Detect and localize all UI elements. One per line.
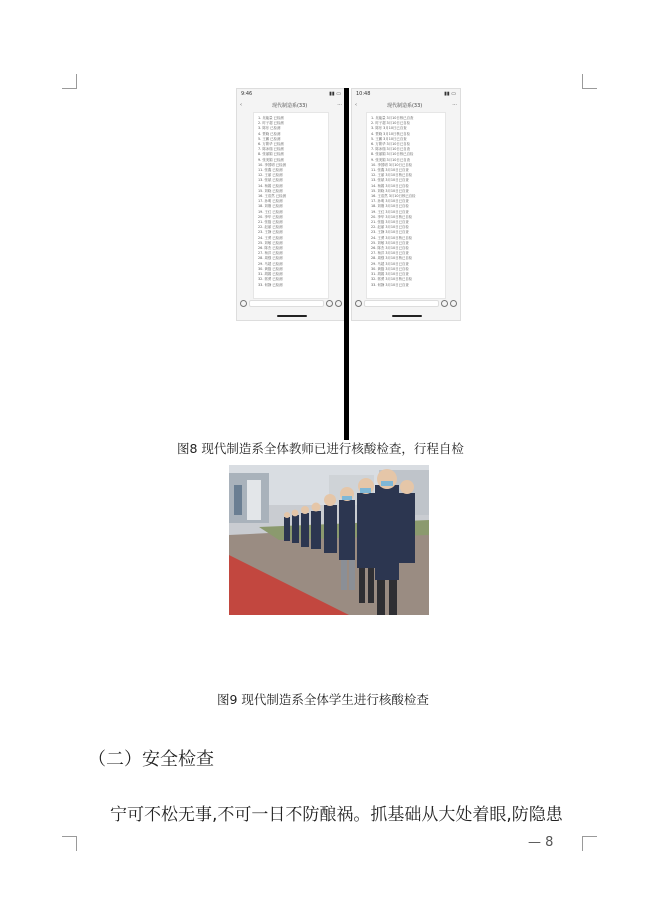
list-item: 16. 王浩然 已检测	[258, 194, 286, 199]
list-item: 25. 刘敏 3月10日已自查	[371, 240, 409, 245]
list-item: 24. 王勇 3月10日核已自检	[371, 235, 413, 240]
emoji-icon	[441, 300, 448, 307]
list-item: 1. 吴能量 已检测	[258, 116, 284, 120]
right-phone-screenshot	[351, 88, 461, 321]
list-item: 18. 刘刚 已检测	[258, 204, 283, 209]
crop-mark-bottom-left	[62, 836, 77, 851]
list-item: 6. 万繁华 已检测	[258, 142, 284, 147]
list-item: 24. 王勇 已检测	[258, 235, 283, 240]
list-item: 2. 时子超 已检测	[258, 121, 284, 126]
list-item: 8. 张丽娟 已检测	[258, 152, 284, 157]
list-item: 22. 赵丽 3月10日已自检	[371, 225, 409, 230]
list-item: 18. 刘刚 3月10日已自检	[371, 204, 409, 209]
status-time: 10:48	[356, 91, 371, 97]
message-bubble	[253, 112, 329, 299]
list-item: 11. 张鑫 已检测	[258, 168, 283, 173]
list-item: 4. 贾晓 3月10日核已自检	[371, 131, 410, 136]
list-item: 32. 郭勇 3月10日核已自检	[371, 277, 413, 282]
list-item: 29. 马超 3月10日已自查	[371, 261, 409, 266]
section-heading: （二）安全检查	[88, 749, 214, 770]
figure-8-caption: 图8 现代制造系全体教师已进行核酸检查，行程自检	[177, 441, 464, 456]
signal-battery-icon: ▮▮ ▭	[444, 91, 456, 97]
back-chevron-icon: ‹	[240, 102, 242, 108]
list-item: 14. 杨娟 已检测	[258, 183, 283, 188]
voice-icon	[240, 300, 247, 307]
list-item: 17. 孙明 3月10日已自查	[371, 199, 409, 204]
list-item: 33. 何静 已检测	[258, 282, 283, 287]
more-dots-icon: ···	[452, 102, 457, 108]
list-item: 3. 陈东 已检测	[258, 126, 281, 131]
list-item: 17. 孙明 已检测	[258, 199, 283, 204]
message-input	[364, 300, 439, 307]
list-item: 28. 周强 3月10日核已自检	[371, 256, 413, 261]
list-item: 31. 胡娟 3月10日已自查	[371, 272, 409, 277]
list-item: 31. 胡娟 已检测	[258, 272, 283, 277]
list-item: 19. 王红 已检测	[258, 209, 283, 214]
signal-battery-icon: ▮▮ ▭	[329, 91, 341, 97]
students-queue-image	[229, 465, 429, 615]
crop-mark-top-left	[62, 74, 77, 89]
status-time: 9:46	[241, 91, 253, 97]
list-item: 30. 黄磊 3月10日已自检	[371, 266, 409, 271]
list-item: 30. 黄磊 已检测	[258, 266, 283, 271]
chat-header	[352, 99, 460, 111]
home-indicator	[277, 315, 307, 317]
list-item: 3. 陈东 3月10日已自查	[371, 126, 407, 131]
figure-divider-bar	[344, 88, 349, 440]
list-item: 13. 张斌 已检测	[258, 178, 283, 183]
list-item: 10. 李国明 3月10日已自检	[371, 162, 413, 167]
input-toolbar	[240, 299, 342, 307]
voice-icon	[355, 300, 362, 307]
list-item: 20. 李华 3月10日核已自检	[371, 214, 413, 219]
students-photo	[229, 465, 429, 615]
list-item: 27. 杨洋 3月10日已自查	[371, 251, 409, 256]
home-indicator	[392, 315, 422, 317]
list-item: 6. 万繁华 3月10日已自检	[371, 142, 410, 147]
chat-title: 现代制造系(33)	[271, 102, 308, 109]
section-body-text: 宁可不松无事,不可一日不防酿祸。抓基础从大处着眼,防隐患	[110, 805, 563, 825]
chat-header	[237, 99, 345, 111]
list-item: 21. 张磊 3月10日已自查	[371, 220, 409, 225]
list-item: 5. 王鹏 已检测	[258, 136, 281, 141]
chat-title: 现代制造系(33)	[386, 102, 423, 109]
list-item: 12. 王丽 已检测	[258, 173, 283, 178]
list-item: 5. 王鹏 3月10日已自查	[371, 136, 407, 141]
crop-mark-top-right	[582, 74, 597, 89]
message-input	[249, 300, 324, 307]
list-item: 9. 张美娟 3月10日已自查	[371, 157, 410, 162]
list-item: 25. 刘敏 已检测	[258, 240, 283, 245]
list-item: 27. 杨洋 已检测	[258, 251, 283, 256]
list-item: 16. 王浩然 3月10日核已自检	[371, 194, 416, 199]
list-item: 33. 何静 3月10日已自查	[371, 282, 409, 287]
list-item: 15. 刘晓 已检测	[258, 188, 283, 193]
status-bar	[241, 91, 341, 97]
list-item: 32. 郭勇 已检测	[258, 277, 283, 282]
plus-icon	[335, 300, 342, 307]
list-item: 1. 吴能量 3月10日核已自查	[371, 116, 414, 120]
list-item: 26. 陈杰 已检测	[258, 246, 283, 251]
list-item: 11. 张鑫 3月10日已自查	[371, 168, 409, 173]
input-toolbar	[355, 299, 457, 307]
list-item: 15. 刘晓 3月10日已自查	[371, 188, 409, 193]
list-item: 13. 张斌 3月10日已自查	[371, 178, 409, 183]
figure-9-caption: 图9 现代制造系全体学生进行核酸检查	[217, 692, 429, 707]
list-item: 14. 杨娟 3月10日已自检	[371, 183, 409, 188]
list-item: 28. 周强 已检测	[258, 256, 283, 261]
back-chevron-icon: ‹	[355, 102, 357, 108]
status-bar	[356, 91, 456, 97]
page-number: — 8	[528, 835, 554, 850]
list-item: 26. 陈杰 3月10日已自检	[371, 246, 409, 251]
list-item: 7. 陈冰瑞 已检测	[258, 147, 284, 152]
list-item: 9. 张美娟 已检测	[258, 157, 284, 162]
list-item: 22. 赵丽 已检测	[258, 225, 283, 230]
list-item: 29. 马超 已检测	[258, 261, 283, 266]
list-item: 19. 王红 3月10日已自查	[371, 209, 409, 214]
list-item: 20. 李华 已检测	[258, 214, 283, 219]
list-item: 23. 王静 已检测	[258, 230, 283, 235]
list-item: 7. 陈冰瑞 3月10日已自查	[371, 147, 410, 152]
list-item: 21. 张磊 已检测	[258, 220, 283, 225]
list-item: 10. 李国明 已检测	[258, 162, 286, 167]
list-item: 12. 王丽 3月10日核已自检	[371, 173, 413, 178]
list-item: 23. 王静 3月10日已自查	[371, 230, 409, 235]
message-bubble	[366, 112, 446, 299]
left-phone-screenshot	[236, 88, 346, 321]
list-item: 4. 贾晓 已检测	[258, 131, 281, 136]
more-dots-icon: ···	[337, 102, 342, 108]
list-item: 2. 时子超 3月10日已自检	[371, 121, 410, 126]
list-item: 8. 张丽娟 3月10日核已自检	[371, 152, 414, 157]
crop-mark-bottom-right	[582, 836, 597, 851]
emoji-icon	[326, 300, 333, 307]
plus-icon	[450, 300, 457, 307]
